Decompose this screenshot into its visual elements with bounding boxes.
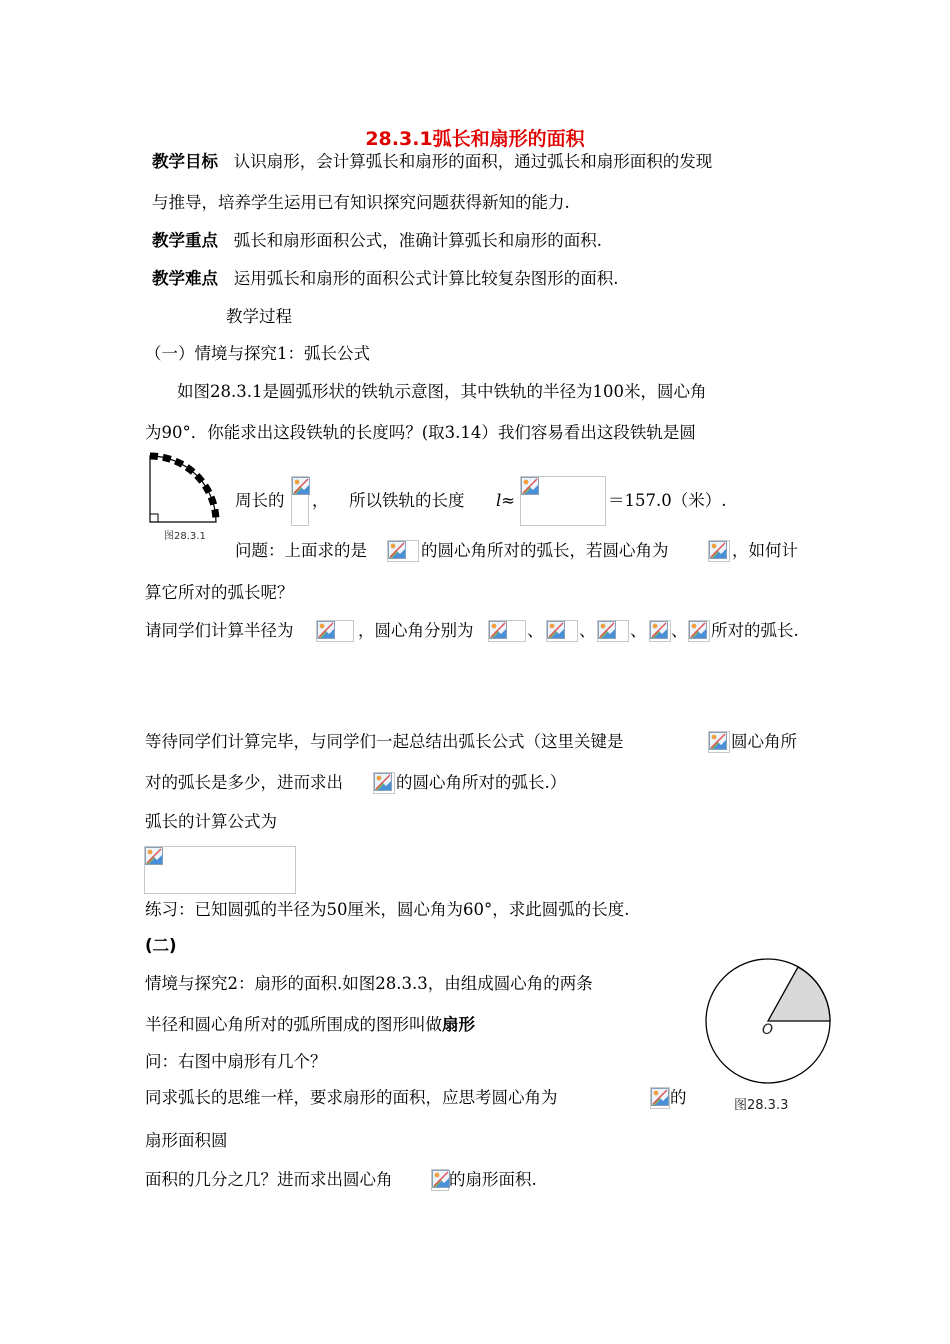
figure-28-3-3-caption: 图28.3.3	[734, 1098, 789, 1113]
summary-part-d: 的圆心角所对的弧长.）	[396, 773, 567, 792]
summary-part-b: 圆心角所	[731, 732, 797, 751]
formula-image-n	[708, 540, 730, 562]
broken-image-icon	[292, 477, 310, 495]
figure-28-3-1-caption: 图28.3.1	[164, 531, 206, 542]
broken-image-icon	[317, 621, 335, 639]
formula-image-90	[387, 540, 419, 562]
difficulty-line	[152, 267, 619, 291]
keypoint-line	[152, 229, 602, 253]
calc-part-a: 请同学们计算半径为	[145, 621, 294, 640]
formula-image-n-degree-sector	[431, 1169, 449, 1191]
keypoint-text: 弧长和扇形面积公式，准确计算弧长和扇形的面积.	[233, 231, 602, 250]
page-title: 28.3.1弧长和扇形的面积	[365, 128, 585, 150]
difficulty-label: 教学难点	[152, 269, 218, 288]
objective-label: 教学目标	[152, 152, 218, 171]
broken-image-icon	[709, 732, 727, 750]
section1-heading: （一）情境与探究1：弧长公式	[145, 344, 370, 363]
sector-term: 扇形	[442, 1015, 475, 1034]
broken-image-icon	[689, 621, 707, 639]
question-line-2: 算它所对的弧长呢？	[145, 583, 294, 602]
formula-image-radius	[316, 620, 354, 642]
exercise-text: 练习：已知圆弧的半径为50厘米，圆心角为60°，求此圆弧的长度.	[145, 900, 630, 919]
section1-p2: 为90°．你能求出这段铁轨的长度吗？(取3.14）我们容易看出这段铁轨是圆	[145, 423, 696, 442]
formula-label: 弧长的计算公式为	[145, 812, 277, 831]
formula-image-angle-1	[488, 620, 526, 642]
broken-image-icon	[521, 477, 539, 495]
broken-image-icon	[489, 621, 507, 639]
calc-part-b: ，圆心角分别为	[358, 621, 474, 640]
objective-text-2: 与推导，培养学生运用已有知识探究问题获得新知的能力.	[152, 193, 570, 212]
section1-p3c: 所以铁轨的长度	[349, 491, 465, 510]
formula-image-1-degree-sector	[650, 1087, 670, 1109]
section2-p3b: 的	[670, 1088, 687, 1107]
section2-question: 问：右图中扇形有几个？	[145, 1052, 327, 1071]
broken-image-icon	[651, 1088, 669, 1106]
section2-p3a: 同求弧长的思维一样，要求扇形的面积，应思考圆心角为	[145, 1088, 558, 1107]
section2-p4: 扇形面积圆	[145, 1131, 228, 1150]
section2-p2	[145, 1013, 475, 1037]
broken-image-icon	[650, 621, 668, 639]
section2-p1: 情境与探究2：扇形的面积.如图28.3.3，由组成圆心角的两条	[145, 974, 593, 993]
question-part-b: 的圆心角所对的弧长，若圆心角为	[421, 541, 669, 560]
summary-part-c: 对的弧长是多少，进而求出	[145, 773, 343, 792]
objective-line-1	[152, 150, 712, 174]
formula-image-angle-4	[649, 620, 671, 642]
section1-p1: 如图28.3.1是圆弧形状的铁轨示意图，其中铁轨的半径为100米，圆心角	[177, 382, 707, 401]
section2-p5b: 的扇形面积.	[449, 1170, 537, 1189]
separator-4: 、	[671, 621, 688, 640]
section1-p3b: ，	[312, 491, 329, 510]
calc-part-c: 所对的弧长.	[711, 621, 799, 640]
section1-p3d: ＝157.0（米）.	[608, 491, 727, 510]
difficulty-text: 运用弧长和扇形的面积公式计算比较复杂图形的面积.	[233, 269, 619, 288]
formula-image-angle-5	[688, 620, 710, 642]
formula-image-arc-length	[144, 846, 296, 894]
section2-p2-text: 半径和圆心角所对的弧所围成的图形叫做	[145, 1015, 442, 1034]
section2-heading: (二)	[145, 936, 177, 955]
figure-28-3-1-quarter-arc	[146, 452, 220, 526]
summary-part-a: 等待同学们计算完毕，与同学们一起总结出弧长公式（这里关键是	[145, 732, 624, 751]
separator-3: 、	[630, 621, 647, 640]
process-title: 教学过程	[226, 307, 292, 326]
broken-image-icon	[547, 621, 565, 639]
broken-image-icon	[388, 541, 406, 559]
question-part-a: 问题：上面求的是	[235, 541, 367, 560]
broken-image-icon	[145, 847, 163, 865]
objective-text-1: 认识扇形，会计算弧长和扇形的面积，通过弧长和扇形面积的发现	[233, 152, 713, 171]
broken-image-icon	[709, 541, 727, 559]
keypoint-label: 教学重点	[152, 231, 218, 250]
separator-2: 、	[579, 621, 596, 640]
separator-1: 、	[527, 621, 544, 640]
formula-image-angle-2	[546, 620, 578, 642]
formula-image-length	[520, 476, 606, 526]
formula-image-angle-3	[597, 620, 629, 642]
section1-p3a: 周长的	[235, 491, 285, 510]
section1-p3l: l≈	[496, 491, 516, 510]
formula-image-fraction	[291, 476, 309, 526]
formula-image-n-degree	[373, 772, 395, 794]
formula-image-1-degree	[708, 731, 730, 753]
figure-center-label: O	[762, 1022, 774, 1038]
section2-p5a: 面积的几分之几？进而求出圆心角	[145, 1170, 393, 1189]
broken-image-icon	[374, 773, 392, 791]
broken-image-icon	[598, 621, 616, 639]
question-part-c: ，如何计	[732, 541, 798, 560]
broken-image-icon	[432, 1170, 450, 1188]
